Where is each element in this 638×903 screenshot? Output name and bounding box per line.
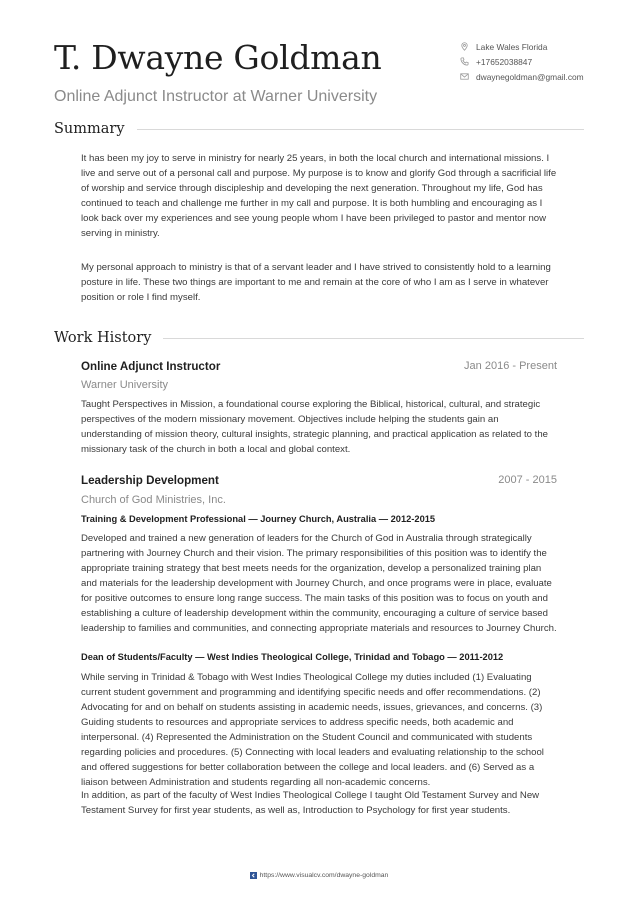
job-description [81,397,557,457]
job-employer: Warner University [81,379,168,391]
envelope-icon [460,72,469,81]
sub-role-description-extra [81,788,557,818]
summary-text-2: My personal approach to ministry is that of a servant leader and I have strived to consistently hold to a learning posture in life. These two things are important to me and remain at the core of who I am as I serve in whatever position or role I find myself. [81,262,551,303]
section-divider [163,338,584,339]
visualcv-logo-icon [250,872,257,879]
summary-paragraph-2 [81,260,557,305]
summary-paragraph-1 [81,151,557,241]
footer [0,872,638,879]
phone-text[interactable]: +17652038847 [476,56,533,67]
summary-section-header [54,121,584,137]
summary-text-1: It has been my joy to serve in ministry for nearly 25 years, in both the local church and international missions. I live and serve out of a personal call and purpose. My purpose is to know and glorify God through a sacrificial life of worship and service through discipleship and developing the next generation. Throughout my life, God has continued to teach and challenge me further in my call and purpose. It is both humbling and encouraging as I look back over my experiences and see young people whom I have been privileged to pastor and mentor now serving in ministry. [81,153,557,239]
phone-icon [460,57,469,66]
job-title: Leadership Development [81,474,219,487]
sub-role-description [81,531,557,636]
job-employer: Church of God Ministries, Inc. [81,494,226,506]
sub-role-heading: Training & Development Professional — Journey Church, Australia — 2012-2015 [81,514,436,524]
candidate-name: T. Dwayne Goldman [54,38,382,77]
candidate-headline: Online Adjunct Instructor at Warner University [54,88,378,105]
job-description-text: Taught Perspectives in Mission, a foundational course exploring the Biblical, historical, cultural, and strategic perspectives of the modern missionary movement. Objectives include helping the students gain an understanding of mission theory, cultural insights, strategic planning, and practical application as related to the missionary task of the church in both a local and global context. [81,399,548,455]
location-text: Lake Wales Florida [476,41,548,52]
work-history-section-header [54,330,584,346]
contact-block [460,39,630,84]
summary-heading: Summary [54,121,125,137]
sub-role-description-extra-text: In addition, as part of the faculty of West Indies Theological College I taught Old Testament Survey and New Testament Survey for first year students, as well as, Introduction to Psychology for first year students. [81,790,540,816]
sub-role-description-text: Developed and trained a new generation of leaders for the Church of God in Australia through strategically partnering with Journey Church and their vision. The primary responsibilities of this position was to identify the appropriate training strategy that best meets needs for the organization, develop a personalized training plan and materials for the leadership development with Journey Church, and once programs were in place, evaluate for positive outcomes to ensure long range success. The main tasks of this position was to focus on youth and establishing a culture of leadership development within the community, encouraging a culture of service based leadership to families and communities, and connecting appropriate materials and resources to Journey Church. [81,533,557,634]
location-pin-icon [460,42,469,51]
sub-role-heading: Dean of Students/Faculty — West Indies Theological College, Trinidad and Tobago — 2011-2012 [81,652,504,662]
job-dates: 2007 - 2015 [498,474,557,486]
email-text[interactable]: dwaynegoldman@gmail.com [476,71,584,82]
contact-email [460,69,630,84]
contact-location [460,39,630,54]
job-dates: Jan 2016 - Present [464,360,557,372]
section-divider [137,129,584,130]
job-title: Online Adjunct Instructor [81,360,221,373]
work-history-heading: Work History [54,330,152,346]
sub-role-description [81,670,557,790]
footer-url[interactable]: https://www.visualcv.com/dwayne-goldman [259,872,389,879]
sub-role-description-text: While serving in Trinidad & Tobago with West Indies Theological College my duties included (1) Evaluating current student government and programming and identifying specific needs and offer recommendations. (2) Advocating for and on behalf on students assisting in academic needs, issues, grievances, and concerns. (3) Guiding students to resources and appropriate services to address specific needs, both academic and interpersonal. (4) Represented the Administration on the Student Council and communicated with students regarding policies and procedures. (5) Connecting with local leaders and evaluating relationship to the school and offered suggestions for better collaboration between the college and local leaders. and (6) Served as a liaison between Administration and students regarding all non-academic concerns. [81,672,544,788]
contact-phone [460,54,630,69]
